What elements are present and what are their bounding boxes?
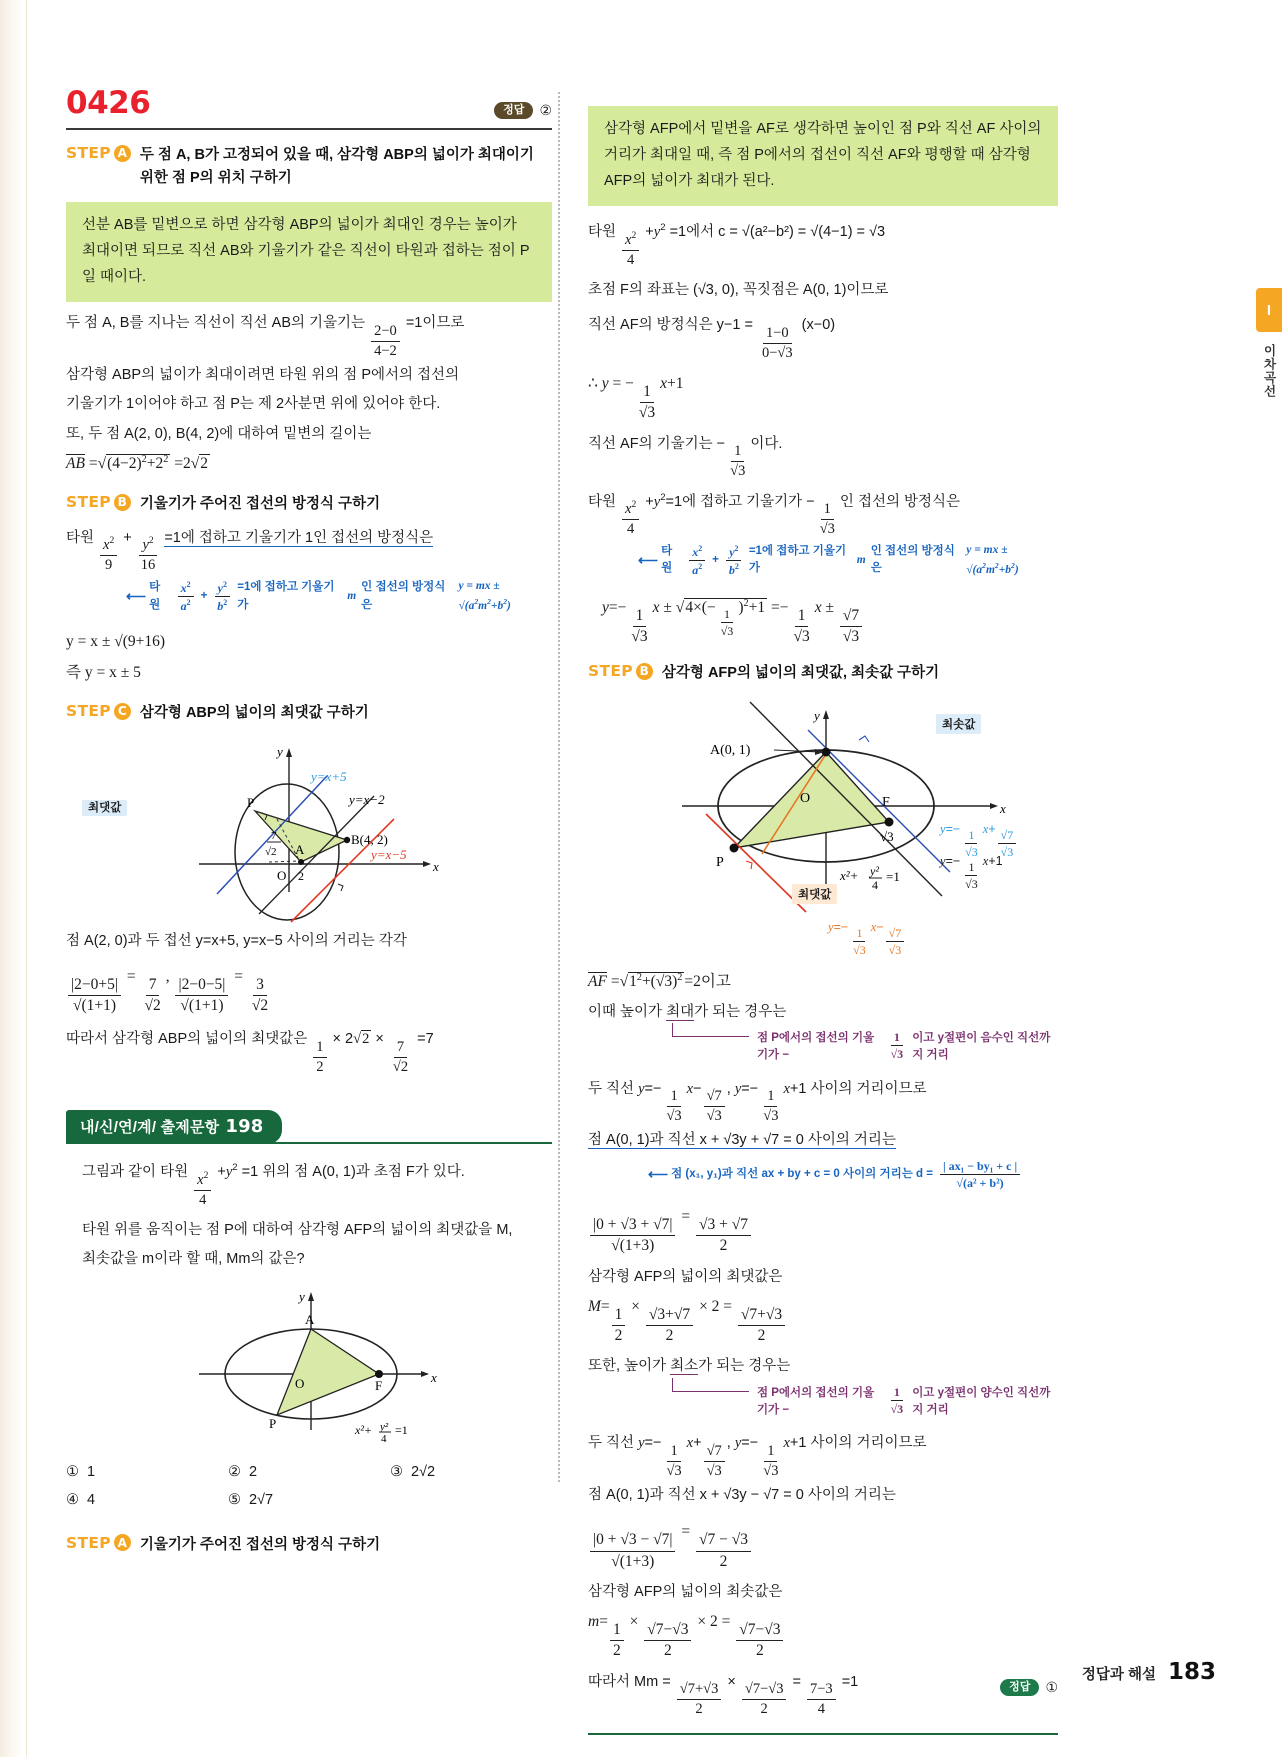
right-note-arrow-icon: ⟵	[638, 551, 657, 568]
dcmin-num: |0 + √3 − √7|	[590, 1531, 675, 1551]
ab-overline: AB	[66, 454, 85, 472]
svg-text:y²: y²	[380, 1420, 389, 1433]
right-final-line: 따라서 Mm = $\frac{√7+√3}{2}$ × $\frac{√7-√3}{2}$ = $\frac{7-3}{4}$ =1 정답 ①	[588, 1673, 1058, 1718]
dcmin-res-den: 2	[719, 1552, 728, 1570]
dcmin-den: √(1+3)	[611, 1552, 655, 1570]
te-f1: $\frac{1}{√3}$	[631, 606, 648, 645]
left-note-arrow-icon: ⟵	[126, 588, 145, 605]
dist2-den: √(1+1)	[180, 997, 224, 1015]
right-c-post: =1에서 c = √(a²−b²) = √(4−1) = √3	[669, 224, 886, 241]
height-min-underline: 최소	[670, 1358, 699, 1375]
right-blue-note: ⟵ 타원 $\frac{x^2}{a^2}$ + $\frac{y^2}{b^2}$ =1에 접하고 기울기가 m 인 접선의 방정식은 y = mx ± $√(a^2m^2+b^2)$	[638, 542, 1058, 578]
step-b-title: 기울기가 주어진 접선의 방정식 구하기	[139, 496, 381, 513]
right-tan-pre: 타원	[588, 493, 617, 510]
q198-line1-post: =1 위의 점 A(0, 1)과 초점 F가 있다.	[241, 1164, 465, 1181]
q198-line1-pre: 그림과 같이 타원	[82, 1164, 189, 1181]
dcmin-res-frac	[696, 1531, 751, 1571]
right-figure-red-eq: y=− $\frac{1}{√3}$ x− $\frac{√7}{√3}$	[828, 920, 906, 958]
ab-sqrt2: √2	[190, 454, 209, 472]
purple-hook-max-icon	[672, 1023, 749, 1037]
right-dist-calc-max: $\frac{|0 + √3 + √7|}{√(1+3)}$ = $\frac{√3 + √7}{2}$	[588, 1202, 1058, 1256]
right-bottom-rule	[588, 1733, 1058, 1735]
step-c-title: 삼각형 ABP의 넓이의 최댓값 구하기	[139, 705, 369, 722]
right-ellipse-frac: $\frac{x^2}{4}$	[622, 230, 639, 269]
step-b-row	[66, 493, 552, 516]
te-f4: $\frac{√7}{√3}$	[840, 607, 862, 647]
right-green-line-1: 삼각형 AFP에서 밑변을 AF로 생각하면 높이인 점 P와 직선 AF 사이의	[604, 121, 1042, 137]
right-tan-frac: $\frac{x^2}{4}$	[622, 499, 639, 538]
step-a2-row	[66, 1534, 552, 1557]
page-footer	[1082, 1659, 1216, 1685]
tl3: $\frac{1}{√3}$	[763, 1088, 779, 1125]
left-distance-equations: $\frac{|2-0+5|}{√(1+1)}$ = $\frac{7}{√2}$ , $\frac{|2-0-5|}{√(1+1)}$ = $\frac{3}{√2}$	[66, 962, 552, 1016]
right-step-b-tag-text: STEP	[588, 662, 633, 681]
dist1-res-frac	[141, 976, 163, 1016]
right-height-max: 이때 높이가 최대가 되는 경우는	[588, 1003, 787, 1020]
purple-note-max-a: 점 P에서의 접선의 기울기가 −	[756, 1032, 875, 1062]
svg-text:P: P	[269, 1415, 277, 1431]
choice-3-num: ③	[389, 1463, 403, 1480]
af-frac-num: 1−0	[763, 325, 792, 344]
svg-text:y²: y²	[870, 863, 879, 878]
tl2: $\frac{√7}{√3}$	[704, 1088, 725, 1125]
dcm-res-frac	[696, 1216, 751, 1256]
right-height-min: 또한, 높이가 최소가 되는 경우는	[588, 1358, 791, 1375]
svg-text:A: A	[295, 841, 305, 857]
svg-text:√2: √2	[265, 845, 277, 858]
choice-row-2	[66, 1492, 552, 1508]
tangent-intro-pre: 타원	[66, 529, 95, 546]
step-c-tag	[66, 702, 131, 720]
svg-text:x: x	[431, 1369, 437, 1385]
tm1: $\frac{1}{√3}$	[666, 1442, 682, 1479]
mi2: $\frac{√7-√3}{2}$	[644, 1621, 691, 1661]
right-step-b-row	[588, 662, 1058, 685]
dist1-res-den: √2	[144, 997, 161, 1015]
right-dist-line-max-text: 점 A(0, 1)과 직선 x + √3y + √7 = 0 사이의 거리는	[588, 1132, 896, 1149]
choice-5-text: 2√7	[248, 1491, 274, 1508]
left-eq-y2: 즉 y = x ± 5	[66, 663, 141, 681]
right-tangent-equation: y=− $\frac{1}{√3}$ x ± √4×(− $\frac{1}{√3}$ )$^2$+1 =− $\frac{1}{√3}$ x ± $\frac{√7}{√3}$	[588, 593, 1058, 647]
step-b-tag-text: STEP	[66, 493, 111, 512]
svg-text:O: O	[800, 790, 811, 806]
dist-note-den: √(a² + b²)	[956, 1175, 1004, 1190]
banner-number: 198	[225, 1116, 264, 1138]
right-blue-note-c: 인 접선의 방정식은	[870, 545, 955, 575]
rf-b2: $\frac{√7}{√3}$	[998, 828, 1017, 859]
right-tan-slope: $\frac{1}{√3}$	[819, 501, 835, 538]
q198-line1: 그림과 같이 타원 $\frac{x^2}{4}$ $+y^2 =1$ 위의 점 A(0, 1)과 초점 F가 있다.	[82, 1162, 465, 1208]
q198-line2: 타원 위를 움직이는 점 P에 대하여 삼각형 AFP의 넓이의 최댓값을 M,	[82, 1221, 513, 1238]
dcm-den: √(1+3)	[611, 1237, 655, 1255]
svg-text:y: y	[299, 1288, 305, 1304]
pnmin-frac: $\frac{1}{√3}$	[890, 1384, 904, 1416]
purple-note-min-b: 이고 y절편이 양수인 직선까지 거리	[912, 1386, 1051, 1416]
left-blue-note-b: =1에 접하고 기울기가	[237, 581, 335, 611]
step-a-tag-text: STEP	[66, 144, 111, 162]
right-af-length: AF $=√1^2+(√3)^2 =2$이고	[588, 967, 1058, 997]
svg-text:y: y	[277, 743, 283, 759]
right-af-pre: 직선 AF의 방정식은 y−1 =	[588, 317, 753, 334]
ab-sqrt: $√(4-2)^2+2^2$	[97, 453, 169, 472]
svg-text:x²+: x²+	[840, 867, 859, 883]
purple-note-max-b: 이고 y절편이 음수인 직선까지 거리	[912, 1032, 1051, 1062]
step-b-tag	[66, 493, 131, 511]
right-af-result: ∴ y = − $\frac{1}{√3}$ x+1	[588, 375, 684, 422]
ellipse-frac-y: $\frac{y^2}{16}$	[140, 535, 156, 574]
column-divider	[558, 92, 560, 1482]
right-note-formula: y = mx ± $√(a^2m^2+b^2)$	[966, 544, 1019, 576]
dist2-num: |2−0−5|	[175, 976, 228, 996]
af-frac	[759, 325, 796, 362]
svg-text:y: y	[814, 707, 820, 723]
right-green-line-3: AFP의 넓이가 최대가 된다.	[604, 172, 775, 189]
svg-text:x²+: x²+	[355, 1422, 373, 1437]
left-note-m: m	[347, 589, 357, 602]
figure-afp-ellipse	[159, 1282, 459, 1442]
right-figure-black-eq: y=− $\frac{1}{√3}$ x+1	[940, 853, 1003, 892]
svg-text:7: 7	[271, 829, 277, 842]
dist1-num: |2−0+5|	[68, 976, 121, 996]
left-column	[66, 85, 552, 1557]
slope-text-line	[66, 309, 552, 360]
chapter-tab	[1256, 288, 1282, 332]
right-blue-note-a: 타원	[661, 545, 673, 575]
step-a-tag	[66, 144, 131, 162]
choice-4-num: ④	[66, 1491, 79, 1508]
svg-text:√3: √3	[880, 828, 894, 844]
af-sqrt: $√1^2+(√3)^2$	[619, 971, 683, 990]
right-two-lines-max: 두 직선 y=− $\frac{1}{√3}$ x− $\frac{√7}{√3}$ , y=− $\frac{1}{√3}$ x+1 사이의 거리이므로	[588, 1080, 927, 1125]
choice-4[interactable]	[66, 1492, 228, 1508]
right-note-m: m	[856, 553, 866, 566]
svg-text:y=x−2: y=x−2	[349, 791, 385, 807]
q198-line3: 최솟값을 m이라 할 때, Mm의 값은?	[82, 1251, 305, 1268]
blue-note-dist-a: 점 (x₁, y₁)과 직선 ax + by + c = 0 사이의 거리는 d =	[671, 1167, 933, 1180]
half-frac: $\frac{1}{2}$	[313, 1039, 326, 1076]
right-answer-badge	[1000, 1674, 1058, 1701]
mi3: $\frac{√7-√3}{2}$	[736, 1621, 783, 1661]
dist1-den: √(1+1)	[72, 997, 117, 1015]
choice-1[interactable]	[66, 1464, 228, 1480]
left-note-frac-x: $\frac{x^2}{a^2}$	[178, 580, 194, 613]
right-c-pre: 타원	[588, 224, 617, 241]
right-green-line-2: 거리가 최대일 때, 즉 점 P에서의 접선이 직선 AF와 평행할 때 삼각형	[604, 146, 1031, 163]
dcmin-frac	[590, 1531, 675, 1571]
step-a2-tag	[66, 1534, 131, 1552]
dcm-num: |0 + √3 + √7|	[590, 1216, 675, 1236]
right-purple-note-max	[672, 1030, 1058, 1065]
slope-text-post: =1이므로	[405, 315, 465, 332]
svg-text:O: O	[277, 867, 287, 883]
seven-over-root2: $\frac{7}{√2}$	[392, 1039, 409, 1076]
dcm-res-num: √3 + √7	[696, 1216, 751, 1236]
banner-text: 내/신/연/계/ 출제문항	[80, 1119, 220, 1137]
choice-1-text: 1	[87, 1463, 96, 1480]
svg-text:y=x−5: y=x−5	[371, 846, 407, 862]
slope-fraction-den: 4−2	[374, 343, 397, 359]
step-a-row	[66, 144, 552, 191]
slope-fraction	[371, 323, 400, 360]
tl1: $\frac{1}{√3}$	[666, 1088, 682, 1125]
page-edge-line	[26, 0, 27, 1757]
left-green-callout	[66, 202, 552, 302]
left-text-3: 기울기가 1이어야 하고 점 P는 제 2사분면 위에 있어야 한다.	[66, 396, 441, 413]
dist-note-frac	[940, 1159, 1020, 1190]
step-c-tag-text: STEP	[66, 702, 111, 721]
right-af-post: (x−0)	[801, 317, 836, 334]
step-a2-tag-text: STEP	[66, 1533, 111, 1552]
purple-note-min-a: 점 P에서의 접선의 기울기가 −	[756, 1386, 875, 1416]
left-green-line-2: 최대이면 되므로 직선 AB와 기울기가 같은 직선이 타원과 접하는 점이 P	[82, 242, 530, 259]
answer-pill-label: 정답	[494, 102, 533, 119]
figure1-max-label: 최댓값	[82, 800, 127, 816]
right-step-b-tag	[588, 662, 653, 680]
choice-3-text: 2√2	[410, 1463, 436, 1480]
right-step-b-title: 삼각형 AFP의 넓이의 최댓값, 최솟값 구하기	[661, 665, 940, 682]
purple-hook-min-icon	[672, 1378, 749, 1392]
dcmin-res-num: √7 − √3	[696, 1531, 751, 1551]
left-blue-note-a: 타원	[149, 581, 161, 611]
left-blue-note-c: 인 접선의 방정식은	[361, 581, 446, 611]
tangent-intro-post: =1에 접하고 기울기가 1인 접선의 방정식은	[164, 529, 434, 546]
right-dist-line-min: 점 A(0, 1)과 직선 x + √3y − √7 = 0 사이의 거리는	[588, 1487, 896, 1503]
choice-row-1	[66, 1464, 552, 1480]
right-green-callout	[588, 106, 1058, 206]
left-final-pre: 따라서 삼각형 ABP의 넓이의 최댓값은	[66, 1031, 308, 1048]
ma2: $\frac{√3+√7}{2}$	[646, 1306, 693, 1346]
dist2-res-den: √2	[251, 997, 269, 1015]
left-green-line-3: 일 때이다.	[82, 268, 147, 285]
step-b-letter: B	[114, 494, 131, 511]
right-max-area-eq: M= $\frac{1}{2}$ × $\frac{√3+√7}{2}$ × 2 = $\frac{√7+√3}{2}$	[588, 1292, 1058, 1346]
problem-number: 0426	[66, 85, 151, 121]
ma1: $\frac{1}{2}$	[612, 1306, 626, 1346]
right-answer-pill-label: 정답	[1000, 1679, 1039, 1696]
svg-text:B(4, 2): B(4, 2)	[351, 831, 388, 847]
right-min-area-label: 삼각형 AFP의 넓이의 최솟값은	[588, 1583, 783, 1600]
related-problem-banner-wrap	[66, 1110, 552, 1144]
af-slope-frac: $\frac{1}{√3}$	[638, 383, 656, 422]
tm2: $\frac{√7}{√3}$	[704, 1443, 725, 1480]
right-tangent-line: 타원 $\frac{x^2}{4}$ $+y^2=1$에 접하고 기울기가 − $\frac{1}{√3}$ 인 접선의 방정식은	[588, 491, 961, 538]
svg-text:F: F	[375, 1377, 383, 1393]
left-final-line: 따라서 삼각형 ABP의 넓이의 최댓값은 $\frac{1}{2}$ × 2√2 × $\frac{7}{√2}$ =7	[66, 1025, 552, 1076]
svg-text:x: x	[433, 858, 439, 874]
right-min-area-eq: m= $\frac{1}{2}$ × $\frac{√7-√3}{2}$ × 2 = $\frac{√7-√3}{2}$	[588, 1607, 1058, 1661]
rf-k1: $\frac{1}{√3}$	[965, 859, 978, 892]
left-text-2: 삼각형 ABP의 넓이가 최대이려면 타원 위의 점 P에서의 접선의	[66, 367, 460, 384]
svg-text:A: A	[305, 1311, 315, 1327]
rf-b1: $\frac{1}{√3}$	[965, 827, 978, 860]
te-sqrt: √4×(− $\frac{1}{√3}$ )$^2$+1	[675, 597, 766, 638]
right-purple-note-min	[672, 1385, 1058, 1420]
left-note-formula: y = mx ± $√(a^2m^2+b^2)$	[458, 580, 511, 612]
right-blue-note-dist	[648, 1159, 1058, 1190]
dist2-res-num: 3	[253, 976, 267, 996]
right-note-frac-x: $\frac{x^2}{a^2}$	[689, 544, 705, 577]
height-max-underline: 최대	[666, 1003, 695, 1020]
page-number: 183	[1167, 1659, 1216, 1685]
right-final-pre: 따라서 Mm =	[588, 1673, 671, 1690]
af-slope-frac-2: $\frac{1}{√3}$	[730, 443, 746, 480]
tangent-intro: 타원 $\frac{x^2}{9}$ + $\frac{y^2}{16}$ =1에 접하고 기울기가 1인 접선의 방정식은	[66, 529, 434, 574]
te-f2: $\frac{1}{√3}$	[720, 606, 734, 638]
choice-5[interactable]	[228, 1492, 390, 1508]
right-step-b-letter: B	[636, 663, 653, 680]
left-blue-note: ⟵ 타원 $\frac{x^2}{a^2}$ + $\frac{y^2}{b^2}$ =1에 접하고 기울기가 m 인 접선의 방정식은 y = mx ± $√(a^2m^2+b^2)$	[126, 578, 552, 614]
step-a-letter: A	[114, 145, 131, 162]
svg-text:4: 4	[381, 1432, 387, 1442]
right-slope-line: 직선 AF의 기울기는 − $\frac{1}{√3}$ 이다.	[588, 435, 783, 480]
right-af-line	[588, 311, 1058, 362]
svg-text:P: P	[716, 854, 724, 870]
left-note-frac-y: $\frac{y^2}{b^2}$	[214, 580, 230, 613]
answer-badge	[494, 102, 552, 119]
te-f3: $\frac{1}{√3}$	[793, 606, 810, 645]
right-c-line: 타원 $\frac{x^2}{4}$ $+y^2 =1$에서 c = √(a²−b²) = √(4−1) = √3	[588, 222, 886, 269]
svg-text:O: O	[295, 1375, 305, 1391]
fe2: $\frac{√7-√3}{2}$	[742, 1681, 787, 1718]
step-c-letter: C	[114, 703, 131, 720]
choice-4-text: 4	[87, 1491, 96, 1508]
footer-label: 정답과 해설	[1081, 1667, 1156, 1683]
fe3: $\frac{7-3}{4}$	[807, 1681, 836, 1718]
right-figure-blue-eq: y=− $\frac{1}{√3}$ x+ $\frac{√7}{√3}$	[940, 822, 1018, 860]
header-rule	[66, 128, 552, 130]
svg-text:A(0, 1): A(0, 1)	[710, 742, 751, 758]
af-frac-den: 0−√3	[761, 345, 793, 362]
right-figure-max-label: 최댓값	[792, 884, 837, 904]
right-dist-calc-min: $\frac{|0 + √3 - √7|}{√(1+3)}$ = $\frac{√7 - √3}{2}$	[588, 1517, 1058, 1571]
dist2-frac	[175, 976, 228, 1016]
dist-note-arrow-icon: ⟵	[648, 1165, 667, 1182]
svg-text:2: 2	[298, 868, 304, 883]
ab-length-equation: AB $=√(4-2)^2+2^2 =2√2$	[66, 449, 552, 479]
svg-text:y=x+5: y=x+5	[311, 768, 347, 784]
ellipse-frac-x: $\frac{x^2}{9}$	[100, 535, 117, 574]
dist2-res-frac	[249, 976, 271, 1016]
right-figure-min-label: 최솟값	[936, 714, 981, 734]
dist1-res-num: 7	[146, 976, 160, 996]
page-edge-gradient	[0, 0, 24, 1757]
step-a-title-line2: 위한 점 P의 위치 구하기	[139, 170, 292, 187]
q198-ellipse-frac: $\frac{x^2}{4}$	[194, 1170, 211, 1209]
sqrt2-a: √2	[353, 1031, 370, 1048]
dist-note-num: | ax₁ − by₁ + c |	[940, 1159, 1020, 1175]
left-after-figure-text: 점 A(2, 0)과 두 접선 y=x+5, y=x−5 사이의 거리는 각각	[66, 932, 407, 949]
choice-3[interactable]	[390, 1464, 552, 1480]
step-a-title-line1: 두 점 A, B가 고정되어 있을 때, 삼각형 ABP의 넓이가 최대이기	[139, 147, 534, 163]
chapter-tab-label: 이차곡선	[1262, 344, 1276, 398]
mi1: $\frac{1}{2}$	[610, 1621, 624, 1661]
chapter-tab-letter: I	[1266, 301, 1272, 319]
dcm-res-den: 2	[719, 1237, 728, 1255]
rf-r2: $\frac{√7}{√3}$	[886, 926, 905, 957]
left-text-4: 또, 두 점 A(2, 0), B(4, 2)에 대하여 밑변의 길이는	[66, 425, 372, 442]
fe1: $\frac{√7+√3}{2}$	[677, 1681, 722, 1718]
dcm-frac	[590, 1216, 675, 1256]
right-answer-value: ①	[1045, 1678, 1058, 1695]
tm3: $\frac{1}{√3}$	[763, 1442, 779, 1479]
pnm-frac: $\frac{1}{√3}$	[890, 1030, 904, 1062]
svg-text:P: P	[247, 794, 255, 810]
left-green-line-1: 선분 AB를 밑변으로 하면 삼각형 ABP의 넓이가 최대인 경우는 높이가	[82, 216, 517, 233]
step-c-row	[66, 702, 552, 725]
answer-value: ②	[539, 102, 552, 119]
step-a-title	[140, 144, 534, 191]
slope-fraction-num: 2−0	[371, 323, 400, 342]
left-eq-y1: y = x ± √(9+16)	[66, 632, 166, 650]
right-column	[588, 88, 1058, 1735]
svg-text:=1: =1	[886, 868, 900, 884]
choice-2-text: 2	[248, 1463, 258, 1480]
choice-5-num: ⑤	[227, 1491, 241, 1508]
dist1-frac	[68, 976, 121, 1016]
right-two-lines-min: 두 직선 y=− $\frac{1}{√3}$ x+ $\frac{√7}{√3}$ , y=− $\frac{1}{√3}$ x+1 사이의 거리이므로	[588, 1435, 927, 1479]
right-blue-note-b: =1에 접하고 기울기가	[748, 545, 847, 575]
right-note-frac-y: $\frac{y^2}{b^2}$	[726, 544, 742, 577]
right-focus-line: 초점 F의 좌표는 (√3, 0), 꼭짓점은 A(0, 1)이므로	[588, 282, 889, 299]
step-a2-letter: A	[114, 1534, 131, 1551]
slope-text-pre: 두 점 A, B를 지나는 직선이 직선 AB의 기울기는	[66, 315, 366, 332]
related-problem-banner	[66, 1110, 282, 1144]
right-dist-line-max	[588, 1126, 1058, 1154]
step-a2-title: 기울기가 주어진 접선의 방정식 구하기	[139, 1536, 381, 1553]
choice-1-num: ①	[66, 1463, 79, 1480]
svg-text:=1: =1	[395, 1422, 408, 1437]
svg-text:F: F	[882, 794, 890, 810]
right-max-area-label: 삼각형 AFP의 넓이의 최댓값은	[588, 1268, 783, 1285]
rf-r1: $\frac{1}{√3}$	[853, 925, 866, 958]
svg-text:x: x	[1000, 800, 1006, 816]
choice-2[interactable]	[228, 1464, 390, 1480]
af-overline: AF	[588, 972, 607, 990]
ma3: $\frac{√7+√3}{2}$	[738, 1306, 785, 1346]
svg-text:4: 4	[872, 877, 878, 892]
choice-2-num: ②	[227, 1463, 241, 1480]
